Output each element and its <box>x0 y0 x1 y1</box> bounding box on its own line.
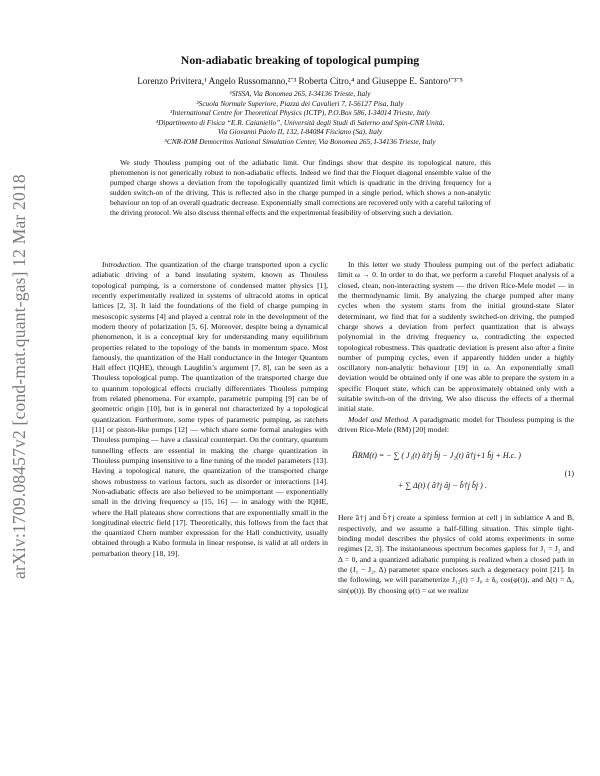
equation-line-2: + ∑ Δ(t) ( â†j âj − b̂†j b̂j ) . <box>398 481 487 491</box>
left-column <box>92 260 328 559</box>
paper-title: Non-adiabatic breaking of topological pumping <box>180 53 420 67</box>
equation-line-1: ĤRM(t) = − ∑ ( J₁(t) â†j b̂j − J₂(t) â†j+1 b̂j + H.c. ) <box>352 451 521 461</box>
introduction-paragraph <box>92 260 328 559</box>
section-label-introduction: Introduction. <box>102 260 143 269</box>
equation-number: (1) <box>564 469 574 479</box>
affiliation-1: ¹SISSA, Via Bonomea 265, I-34136 Trieste, Italy <box>229 89 371 98</box>
affiliation-list <box>90 89 510 147</box>
affiliation-2: ²Scuola Normale Superiore, Piazza dei Cavalieri 7, I-56127 Pisa, Italy <box>196 98 404 108</box>
introduction-text: The quantization of the charge transported upon a cyclic adiabatic driving of a band insulating system, known as Thouless topological pumping, is a cornerstone of condensed matter physics [1], recently experimentally realized in systems of ultracold atoms in optical lattices [2, 3]. It laid the foundations of the field of charge pumping in mesoscopic systems [4] and played a central role in the development of the modern theory of polarization [5, 6]. Moreover, despite being a dynamical phenomenon, it is a conceptual key for understanding many equilibrium properties related to the topology of the bands in momentum space. Most famously, the quantization of the Hall conductance in the Integer Quantum Hall effect (IQHE), through Laughlin’s argument [7, 8], can be seen as a Thouless topological pump. The quantization of the transported charge due to quantum topological effects crucially differentiates Thouless pumping from related phenomena. For example, parametric pumping [9] can be of geometric origin [10], but is in general not characterized by a topological quantization. Furthermore, some types of parametric pumping, as ratchets [11] or piston-like pumps [12] — which share some formal analogies with Thouless pumping — have a classical counterpart. On the contrary, quantum tunnelling effects are essential in making the charge quantization in Thouless pumping insensitive to a fine tuning of the model parameters [13]. Having a topological nature, the quantization of the transported charge shows robustness to various factors, such as disorder or interactions [14]. Non-adiabatic effects are also believed to be unimportant — exponentially small in the driving frequency ω [15, 16] — in analogy with the IQHE, where the Hall plateaus show corrections that are exponentially small in the longitudinal electric field [17]. Theoretically, this follows from the fact that the quantized Chern number expression for the Hall conductivity, usually obtained through a Kubo formula in linear response, is valid at all orders in perturbation theory [18, 19]. <box>92 260 328 558</box>
affiliation-4: ⁴Dipartimento di Fisica “E.R. Caianiello”, Università degli Studi di Salerno and Spin-CNR Unità, <box>155 117 445 127</box>
model-method-paragraph <box>338 415 574 436</box>
abstract: We study Thouless pumping out of the adiabatic limit. Our findings show that despite its topological nature, this phenomenon is not generically robust to non-adiabatic effects. Indeed we find that the Floquet diagonal ensemble value of the pumped charge shows a deviation from the topologically quantized limit which is quadratic in the driving frequency for a sudden switch-on of the driving. This is reflected also in the charge pumped in a single period, which shows a non-analytic behaviour on top of an overall quadratic decrease. Exponentially small corrections are recovered only with a careful tailoring of the driving protocol. We also discuss thermal effects and the experimental feasibility of observing such a deviation. <box>110 158 491 218</box>
affiliation-4-address: Via Giovanni Paolo II, 132, I-84084 Fisciano (Sa), Italy <box>217 127 383 137</box>
author-list: Lorenzo Privitera,¹ Angelo Russomanno,²ˉ³ Roberta Citro,⁴ and Giuseppe E. Santoro¹ˉ³ˉ⁵ <box>137 76 463 86</box>
section-label-model: Model and Method. <box>348 414 410 424</box>
model-method-text: A paradigmatic model for Thouless pumping is the driven Rice-Mele (RM) [20] model: <box>338 414 574 434</box>
letter-overview-paragraph: In this letter we study Thouless pumping out of the perfect adiabatic limit ω → 0. In order to do that, we perform a careful Floquet analysis of a closed, clean, non-interacting system — the driven Rice-Mele model — in the thermodynamic limit. By analyzing the charge pumped after many cycles when the system starts from the initial ground-state Slater determinant, we find that for a suddenly switched-on driving, the pumped charge shows a deviation from perfect quantization that is always polynomial in the driving frequency ω, contradicting the expected topological robustness. This quadratic deviation is present also after a finite number of pumping cycles, even if apparently hidden under a highly oscillatory non-analytic behaviour [19] in ω. An exponentially small deviation would be obtained only if one was able to prepare the system in a specific Floquet state, which can be approximately obtained only with a suitable switch-on of the driving. We also discuss the effects of a thermal initial state. <box>338 260 574 414</box>
equation-1 <box>338 441 574 507</box>
affiliation-3: ³International Centre for Theoretical Physics (ICTP), P.O.Box 586, I-34014 Trieste, Italy <box>170 108 430 118</box>
affiliation-5: ⁵CNR-IOM Democritos National Simulation Center, Via Bonomea 265, I-34136 Trieste, Italy <box>164 136 436 146</box>
model-description-paragraph: Here â†j and b̂†j create a spinless fermion at cell j in sublattice A and B, respectively, and we assume a half-filling situation. This simple tight-binding model describes the physics of cold atoms experiments in some regimes [2, 3]. The instantaneous spectrum becomes gapless for J₁ = J₂ and Δ = 0, and a quantized adiabatic pumping is realized when a closed path in the (J₁ − J₂, Δ) parameter space encloses such a degeneracy point [21]. In the following, we will parameterize J₁₂(t) = J₀ ± δ₀ cos(φ(t)), and Δ(t) = Δ₀ sin(φ(t)). By choosing φ(t) = ωt we realize <box>338 513 574 595</box>
arxiv-identifier[interactable]: arXiv:1709.08457v2 [cond-mat.quant-gas] 12 Mar 2018 <box>9 174 29 579</box>
arxiv-margin-stamp <box>2 160 48 600</box>
right-column <box>338 260 574 596</box>
